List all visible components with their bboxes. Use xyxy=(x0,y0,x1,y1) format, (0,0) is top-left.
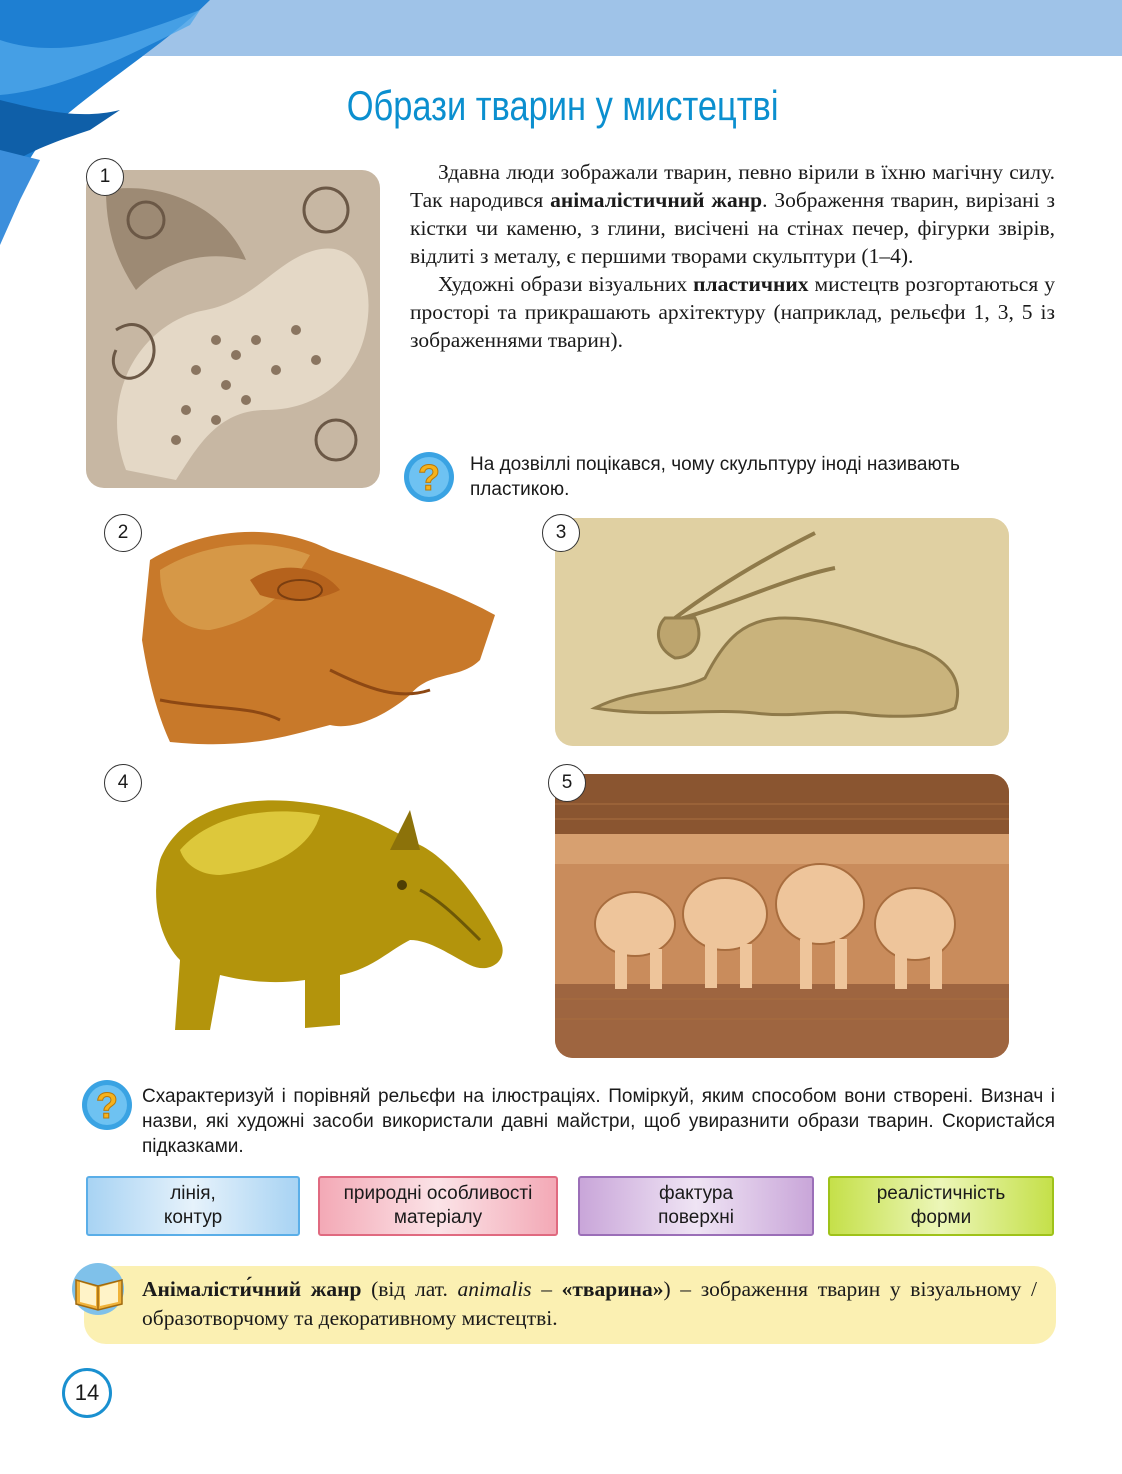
golden-boar-photo-4 xyxy=(140,790,510,1042)
figure-number-2: 2 xyxy=(104,514,142,552)
svg-text:?: ? xyxy=(96,1085,118,1126)
page-number: 14 xyxy=(62,1368,112,1418)
intro-text xyxy=(410,158,1055,354)
intro-paragraph-1: Здавна люди зображали тварин, певно вірили в їхню магічну силу. Так народився анімалістичний жанр. Зображення тварин, вирізані з кістки чи каменю, з глини, висічені на стінах печер, фігурки звірів, відлиті з металу, є першими творами скульптури (1–4). xyxy=(410,160,1055,268)
question-2-text: Схарактеризуй і порівняй рельєфи на ілюстраціях. Поміркуй, яким способом вони створені. Визнач і назви, які художні засоби використали давні майстри, щоб увиразнити образи тварин. Скористайся підказками. xyxy=(142,1086,1055,1157)
intro-paragraph-2: Художні образи візуальних пластичних мистецтв розгортаються у просторі та прикрашають архітектуру (наприклад, рельєфи 1, 3, 5 із зображеннями тварин). xyxy=(410,272,1055,352)
page-title: Образи тварин у мистецтві xyxy=(346,82,779,129)
hint-material: природні особливості матеріалу xyxy=(318,1176,558,1236)
relief-photo-1 xyxy=(86,170,380,488)
clay-figure-photo-2 xyxy=(130,520,502,748)
book-icon xyxy=(68,1262,130,1316)
definition-text: Анімалісти́чний жанр (від лат. animalis – «тварина») – зображення тварин у візуальному / образотворчому та декоративному мистецтві. xyxy=(142,1277,1038,1330)
figure-number-3: 3 xyxy=(542,514,580,552)
question-icon xyxy=(80,1078,134,1132)
svg-text:?: ? xyxy=(418,457,440,498)
elephant-frieze-photo-5 xyxy=(555,774,1009,1058)
figure-number-1: 1 xyxy=(86,158,124,196)
figure-number-5: 5 xyxy=(548,764,586,802)
hint-realistic-form: реалістичність форми xyxy=(828,1176,1054,1236)
hint-line-contour: лінія, контур xyxy=(86,1176,300,1236)
question-1-text: На дозвіллі поцікався, чому скульптуру іноді називають пластикою. xyxy=(470,454,960,500)
hare-relief-photo-3 xyxy=(555,518,1009,746)
hint-surface-texture: фактура поверхні xyxy=(578,1176,814,1236)
figure-number-4: 4 xyxy=(104,764,142,802)
question-icon xyxy=(402,450,456,504)
